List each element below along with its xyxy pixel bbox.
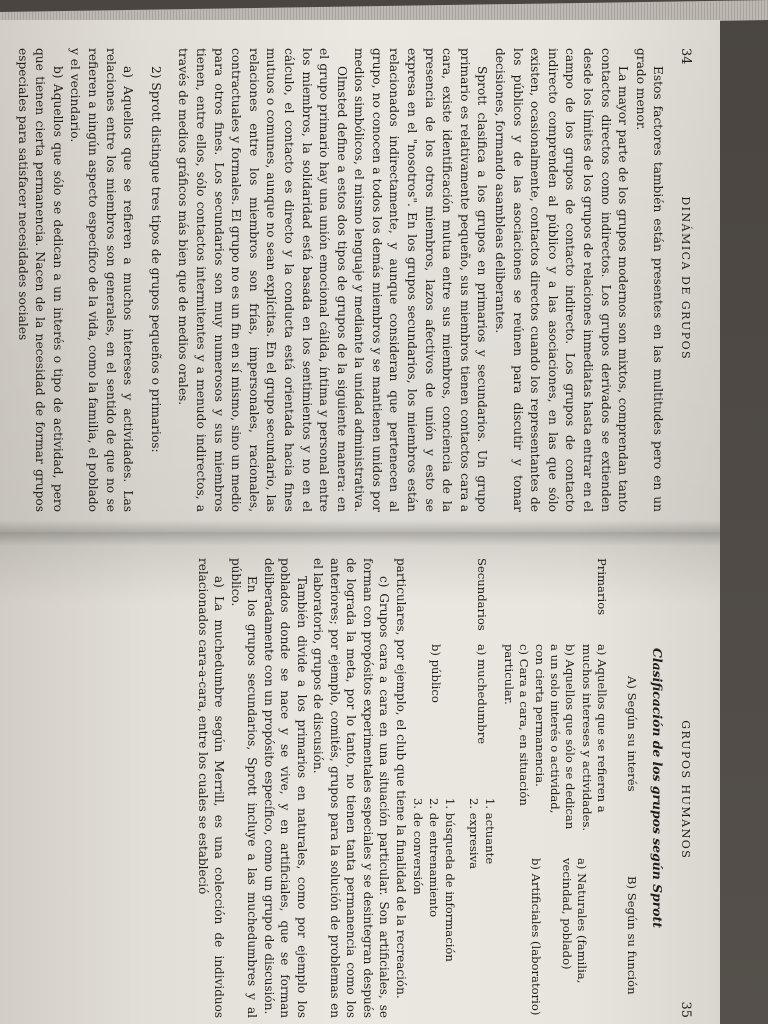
primarios-item-c: c) Cara a cara, en situación particular.: [501, 644, 531, 806]
paragraph: Sprott clasifica a los grupos en primarios y secundarios. Un grupo primario es relativamente pequeño, sus miembros tienen contactos cara a cara, existe identificación mutua entre sus miembros, conciencia de la presencia de los otros miembros, lazos afectivos de unión y esto se expresa en el "nosotros". En los grupos secundarios, los miembros están relacionados indirectamente, y aunque consideran que pertenecen al grupo, no conocen a todos los demás miembros y se mantienen unidos por medios simbólicos, el mismo lenguaje y mediante la unidad administrativa.: [352, 48, 490, 512]
primarios-item-a: a) Aquellos que se refieren a muchos intereses y actividades.: [579, 644, 609, 832]
left-header-title: DINÁMICA DE GRUPOS: [679, 196, 692, 361]
left-page-number: 34: [678, 48, 693, 65]
publico-sub-2: 2. de entrenamiento: [426, 798, 441, 918]
paragraph: c) Grupos cara a cara en una situación particular. Son artificiales, se forman con propósitos experimentales especiales y se desintegran después de lograda la meta, por lo tanto, no tienen tanta permanencia como los anteriores; por ejemplo, comités, grupos para la solución de problemas en el laboratorio, grupos de discusión.: [311, 558, 392, 1018]
paragraph: La mayor parte de los grupos modernos son mixtos, comprendan tanto contactos directos como indirectos. Los grupos derivados se extienden desde los límites de los grupos de relaciones inmediatas hasta entrar en el campo de los grupos de contacto indirecto. Los grupos de contacto indirecto comprenden al público y a las asociaciones, en las que sólo existen, ocasionalmente, contactos directos cuando los representantes de los públicos y de las asociaciones se reúnen para discutir y tomar decisiones, formando asambleas deliberantes.: [493, 48, 631, 512]
paragraph: particulares, por ejemplo, el club que tiene la finalidad de la recreación.: [393, 558, 408, 999]
right-page-number: 35: [678, 1001, 693, 1018]
right-body-text: [194, 558, 409, 1018]
paragraph: a) La muchedumbre según Merrill, es una colección de individuos relacionados cara-a-cara, entre los cuales se estableció: [195, 558, 227, 1018]
publico-sub-3: 3. de conversión: [410, 798, 425, 895]
left-page: [0, 20, 720, 532]
paragraph: También divide a los primarios en naturales, como por ejemplo los poblados donde se nace y se vive, y en artificiales, que se forman deliberadamente con un propósito específico, como un grupo de discusión.: [261, 558, 309, 1018]
muchedumbre-sub-1: 1. actuante: [482, 798, 497, 865]
muchedumbre-item: a) muchedumbre: [474, 644, 489, 745]
paragraph: Estos factores también están presentes en las multitudes pero en un grado menor.: [633, 48, 666, 512]
left-running-head: [676, 48, 694, 512]
classification-title: Clasificación de los grupos según Sprott: [650, 648, 666, 928]
artificiales-item: b) Artificiales (laboratorio): [528, 858, 543, 1016]
open-book-spread: [0, 20, 720, 1024]
muchedumbre-sub-2: 2. expresiva: [466, 798, 481, 870]
secundarios-label: Secundarios: [474, 558, 489, 631]
primarios-item-b: b) Aquellos que sólo se dedican a un solo interés o actividad, con cierta permanencia.: [532, 644, 577, 830]
paragraph: 2) Sprott distingue tres tipos de grupos pequeños o primarios:: [148, 66, 163, 453]
publico-sub-1: 1. búsqueda de información: [442, 798, 457, 962]
classification-diagram: [409, 558, 639, 1018]
naturales-item: a) Naturales (familia, vecindad, poblado): [559, 858, 589, 984]
paragraph: b) Aquellos que sólo se dedican a un interés o tipo de actividad, pero que tienen cierta permanencia. Nacen de la necesidad de formar grupos especiales para satisfacer necesidades sociales: [15, 48, 65, 512]
paragraph: a) Aquellos que se refieren a muchos intereses y actividades. Las relaciones entre los miembros son generales, en el sentido de que no se refieren a ningún aspecto específico de la vida, como la familia, el poblado y el vecindario.: [68, 48, 136, 512]
col-b-header: B) Según su función: [624, 876, 639, 995]
publico-item: b) público: [428, 644, 443, 703]
paragraph: Olmsted define a estos dos tipos de grupos de la siguiente manera: en el grupo primario hay una unión emocional cálida, íntima y personal entre los miembros, la solidaridad está basada en los sentimientos y no en el cálculo, el contacto es directo y la conducta está orientada hacia fines mutuos o comunes, aunque no sean explícitas. En el grupo secundario, las relaciones entre los miembros son frías, impersonales, racionales, contractuales y formales. El grupo no es un fin en sí mismo, sino un medio para otros fines. Los secundarios son muy numerosos y sus miembros tienen, entre ellos, sólo contactos intermitentes y a menudo indirectos, a través de medios gráficos más bien que de medios orales.: [176, 48, 349, 512]
primarios-label: Primarios: [594, 558, 609, 616]
paragraph: En los grupos secundarios, Sprott incluye a las muchedumbres y al público.: [228, 558, 260, 1018]
right-header-title: GRUPOS HUMANOS: [679, 720, 692, 860]
right-page: [0, 532, 720, 1024]
right-running-head: [676, 558, 694, 1018]
col-a-header: A) Según su interés: [624, 676, 639, 792]
